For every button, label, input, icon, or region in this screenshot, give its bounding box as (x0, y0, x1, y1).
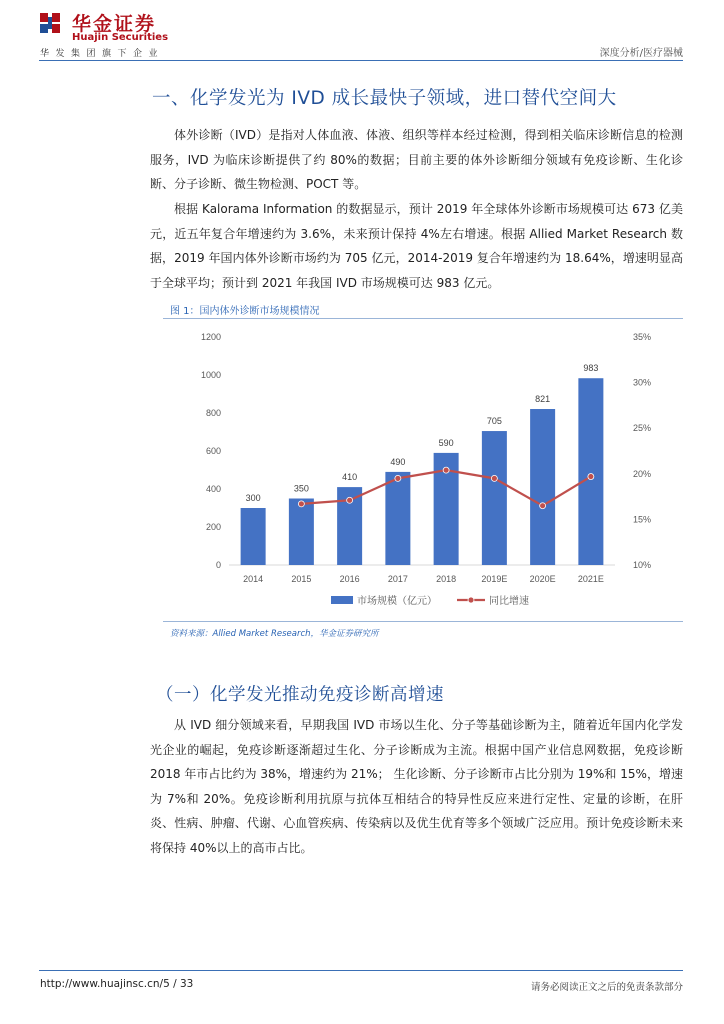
y-right-tick-label: 25% (633, 423, 652, 434)
growth-rate-point (588, 474, 594, 480)
x-tick-label: 2015 (291, 574, 312, 584)
section-heading: 一、化学发光为 IVD 成长最快子领域，进口替代空间大 (152, 88, 617, 109)
brand-name-cn: 华金证券 (72, 13, 157, 35)
x-tick-label: 2016 (339, 574, 360, 584)
paragraph-ivd-definition: 体外诊断（IVD）是指对人体血液、体液、组织等样本经过检测，得到相关临床诊断信息的检测服务，IVD 为临床诊断提供了约 80%的数据；目前主要的体外诊断细分领域有免疫诊断、生化诊断、分子诊断、微生物检测、POCT 等。 (150, 128, 683, 191)
y-left-tick-label: 1200 (200, 332, 221, 342)
brand-name-en: Huajin Securities (72, 32, 169, 43)
y-left-tick-label: 1000 (200, 370, 221, 380)
x-tick-label: 2019E (481, 574, 508, 584)
bar-data-label: 590 (438, 437, 454, 448)
y-left-tick-label: 800 (205, 408, 221, 418)
figure-source: 资料来源：Allied Market Research，华金证券研究所 (170, 629, 379, 639)
y-left-tick-label: 200 (205, 522, 221, 532)
y-right-tick-label: 35% (633, 332, 652, 342)
y-left-tick-label: 0 (215, 560, 221, 570)
y-right-tick-label: 10% (633, 560, 652, 570)
paragraph-immunodiagnostics: 从 IVD 细分领域来看，早期我国 IVD 市场以生化、分子等基础诊断为主，随着近年国内化学发光企业的崛起，免疫诊断逐渐超过生化、分子诊断成为主流。根据中国产业信息网数据，免疫诊断 2018 年市占比约为 38%，增速约为 21%； 生化诊断、分子诊断市占比分别为 19%和 15%，增速为 7%和 20%。免疫诊断利用抗原与抗体互相结合的特异性反应来进行定性、定量的诊断，在肝炎、性病、肿瘤、代谢、心血管疾病、传染病以及优生优育等多个领域广泛应用。预计免疫诊断未来将保持 40%以上的高市占比。 (150, 718, 683, 855)
ivd-market-chart (163, 320, 683, 620)
x-tick-label: 2017 (387, 574, 408, 584)
x-tick-label: 2018 (436, 574, 457, 584)
subsection-heading: （一）化学发光推动免疫诊断高增速 (156, 685, 444, 705)
y-right-tick-label: 20% (633, 468, 652, 479)
growth-rate-point (443, 467, 449, 473)
growth-rate-point (395, 475, 401, 481)
growth-rate-point (540, 503, 546, 509)
bar-data-label: 410 (342, 472, 358, 483)
growth-rate-point (298, 501, 304, 507)
bar (482, 431, 507, 565)
legend-line-marker (468, 597, 474, 603)
figure-title: 图 1：国内体外诊断市场规模情况 (170, 306, 320, 317)
bar-data-label: 983 (583, 363, 599, 374)
bar (578, 378, 603, 565)
y-right-tick-label: 15% (633, 514, 652, 525)
x-tick-label: 2020E (529, 574, 556, 584)
brand-tagline: 华发集团旗下企业 (40, 49, 165, 59)
paragraph-market-size: 根据 Kalorama Information 的数据显示，预计 2019 年全球体外诊断市场规模可达 673 亿美元，近五年复合年增速约为 3.6%，未来预计保持 4%左右增速。根据 Allied Market Research 数据，2019 年国内体外诊断市场约为 705 亿元，2014-2019 复合年增速约为 18.64%，增速明显高于全球平均；预计到 2021 年我国 IVD 市场规模可达 983 亿元。 (150, 202, 683, 290)
x-tick-label: 2021E (577, 574, 604, 584)
legend-bar-label: 市场规模（亿元） (357, 596, 437, 607)
y-left-tick-label: 400 (205, 484, 221, 494)
footer-disclaimer: 请务必阅读正文之后的免责条款部分 (530, 982, 683, 993)
growth-rate-point (491, 475, 497, 481)
legend-bar-swatch (331, 596, 353, 604)
bar-data-label: 705 (486, 416, 502, 427)
bar-data-label: 350 (293, 483, 309, 494)
y-right-tick-label: 30% (633, 377, 652, 388)
figure-top-rule (163, 318, 683, 319)
bar-data-label: 821 (535, 394, 551, 405)
bar (241, 508, 266, 565)
figure-bottom-rule (163, 621, 683, 622)
bar (289, 499, 314, 566)
bar-data-label: 490 (390, 456, 406, 467)
bar (530, 409, 555, 565)
footer-url-page: http://www.huajinsc.cn/5 / 33 (40, 978, 194, 990)
footer-divider (39, 970, 683, 971)
header-divider (39, 60, 683, 61)
legend-line-label: 同比增速 (489, 596, 529, 607)
huajin-logo-icon (39, 12, 61, 34)
bar (385, 472, 410, 565)
x-tick-label: 2014 (243, 574, 264, 584)
report-section-label: 深度分析/医疗器械 (599, 48, 683, 59)
growth-rate-point (347, 497, 353, 503)
bar-data-label: 300 (245, 493, 261, 503)
y-left-tick-label: 600 (205, 446, 221, 456)
